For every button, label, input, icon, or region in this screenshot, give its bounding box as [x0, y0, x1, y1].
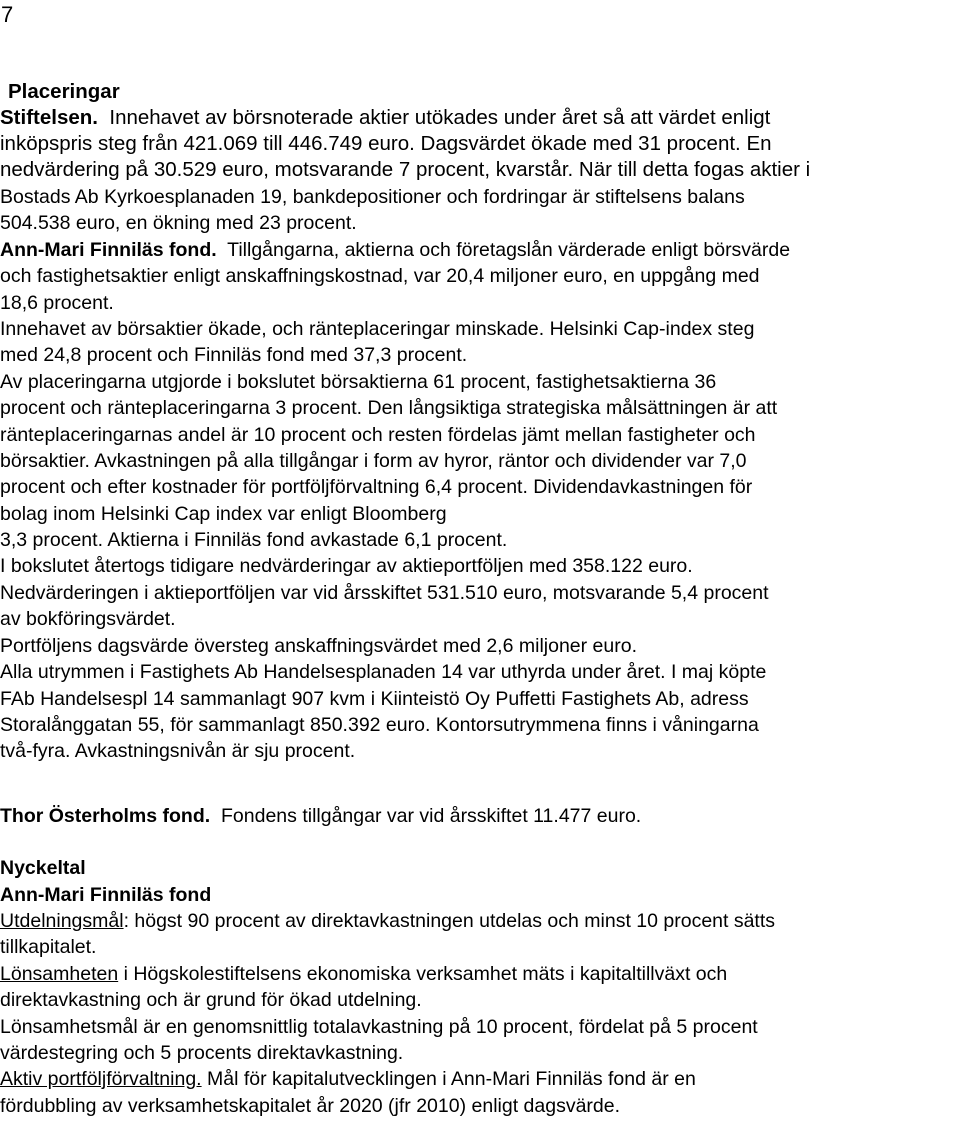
- fond-line-12: 3,3 procent. Aktierna i Finniläs fond avkastade 6,1 procent.: [0, 529, 508, 551]
- utdelning-line-1: [0, 908, 775, 934]
- fond-text: Tillgångarna, aktierna och företagslån värderade enligt börsvärde: [227, 239, 791, 261]
- lonsamheten-line-1: [0, 961, 727, 987]
- fond-line-4: Innehavet av börsaktier ökade, och ränteplaceringar minskade. Helsinki Cap-index steg: [0, 318, 755, 340]
- stiftelsen-line-5: 504.538 euro, en ökning med 23 procent.: [0, 212, 357, 234]
- subheading-finnilas-fond: Ann-Mari Finniläs fond: [0, 884, 212, 906]
- stiftelsen-line-2: inköpspris steg från 421.069 till 446.749 euro. Dagsvärdet ökade med 31 procent. En: [0, 132, 772, 155]
- fond-line-7: procent och ränteplaceringarna 3 procent. Den långsiktiga strategiska målsättningen är att: [0, 397, 778, 419]
- fond-line-6: Av placeringarna utgjorde i bokslutet börsaktierna 61 procent, fastighetsaktierna 36: [0, 371, 717, 393]
- fond-line-19: Storalånggatan 55, för sammanlagt 850.392 euro. Kontorsutrymmena finns i våningarna: [0, 714, 759, 736]
- fond-line-8: ränteplaceringarnas andel är 10 procent och resten fördelas jämt mellan fastigheter och: [0, 424, 756, 446]
- lonsamhetsmal-line-2: värdestegring och 5 procents direktavkastning.: [0, 1042, 404, 1064]
- stiftelsen-line-1: [0, 105, 770, 131]
- aktiv-text: Mål för kapitalutvecklingen i Ann-Mari Finniläs fond är en: [201, 1068, 696, 1090]
- lonsamheten-line-2: direktavkastning och är grund för ökad utdelning.: [0, 989, 422, 1011]
- fond-line-5: med 24,8 procent och Finniläs fond med 37,3 procent.: [0, 344, 468, 366]
- fond-line-2: och fastighetsaktier enligt anskaffningskostnad, var 20,4 miljoner euro, en uppgång med: [0, 265, 760, 287]
- fond-line-9: börsaktier. Avkastningen på alla tillgångar i form av hyror, räntor och dividender var 7,0: [0, 450, 747, 472]
- fond-line-14: Nedvärderingen i aktieportföljen var vid årsskiftet 531.510 euro, motsvarande 5,4 procent: [0, 582, 769, 604]
- lonsamheten-text: i Högskolestiftelsens ekonomiska verksamhet mäts i kapitaltillväxt och: [118, 963, 728, 985]
- lonsamhetsmal-line-1: Lönsamhetsmål är en genomsnittlig totalavkastning på 10 procent, fördelat på 5 procent: [0, 1016, 758, 1038]
- aktiv-line-1: [0, 1066, 696, 1092]
- fond-line-17: Alla utrymmen i Fastighets Ab Handelsesplanaden 14 var uthyrda under året. I maj köpte: [0, 661, 767, 683]
- utdelning-line-2: tillkapitalet.: [0, 936, 97, 958]
- fond-line-3: 18,6 procent.: [0, 292, 114, 314]
- stiftelsen-line-4: Bostads Ab Kyrkoesplanaden 19, bankdepositioner och fordringar är stiftelsens balans: [0, 186, 745, 208]
- fond-label: Ann-Mari Finniläs fond.: [0, 239, 217, 261]
- fond-line-13: I bokslutet återtogs tidigare nedvärderingar av aktieportföljen med 358.122 euro.: [0, 555, 693, 577]
- section-heading-placeringar: Placeringar: [8, 80, 120, 103]
- fond-line-18: FAb Handelsespl 14 sammanlagt 907 kvm i Kiinteistö Oy Puffetti Fastighets Ab, adress: [0, 688, 749, 710]
- stiftelsen-text: Innehavet av börsnoterade aktier utökades under året så att värdet enligt: [109, 106, 771, 129]
- aktiv-line-2: fördubbling av verksamhetskapitalet år 2020 (jfr 2010) enligt dagsvärde.: [0, 1095, 621, 1117]
- section-heading-nyckeltal: Nyckeltal: [0, 857, 86, 879]
- fond-line-16: Portföljens dagsvärde översteg anskaffningsvärdet med 2,6 miljoner euro.: [0, 635, 637, 657]
- page-number: 7: [1, 2, 14, 27]
- utdelning-text: : högst 90 procent av direktavkastningen utdelas och minst 10 procent sätts: [123, 910, 776, 932]
- fond-line-10: procent och efter kostnader för portföljförvaltning 6,4 procent. Dividendavkastningen för: [0, 476, 753, 498]
- stiftelsen-label: Stiftelsen.: [0, 106, 98, 129]
- thor-paragraph: [0, 803, 641, 829]
- fond-line-1: [0, 237, 790, 263]
- utdelning-label: Utdelningsmål: [0, 910, 124, 932]
- fond-line-11: bolag inom Helsinki Cap index var enligt Bloomberg: [0, 503, 447, 525]
- fond-line-15: av bokföringsvärdet.: [0, 608, 176, 630]
- thor-label: Thor Österholms fond.: [0, 805, 211, 827]
- thor-text: Fondens tillgångar var vid årsskiftet 11.477 euro.: [221, 805, 642, 827]
- lonsamheten-label: Lönsamheten: [0, 963, 119, 985]
- fond-line-20: två-fyra. Avkastningsnivån är sju procent.: [0, 740, 356, 762]
- stiftelsen-line-3: nedvärdering på 30.529 euro, motsvarande 7 procent, kvarstår. När till detta fogas aktier i: [0, 158, 811, 181]
- aktiv-label: Aktiv portföljförvaltning.: [0, 1068, 202, 1090]
